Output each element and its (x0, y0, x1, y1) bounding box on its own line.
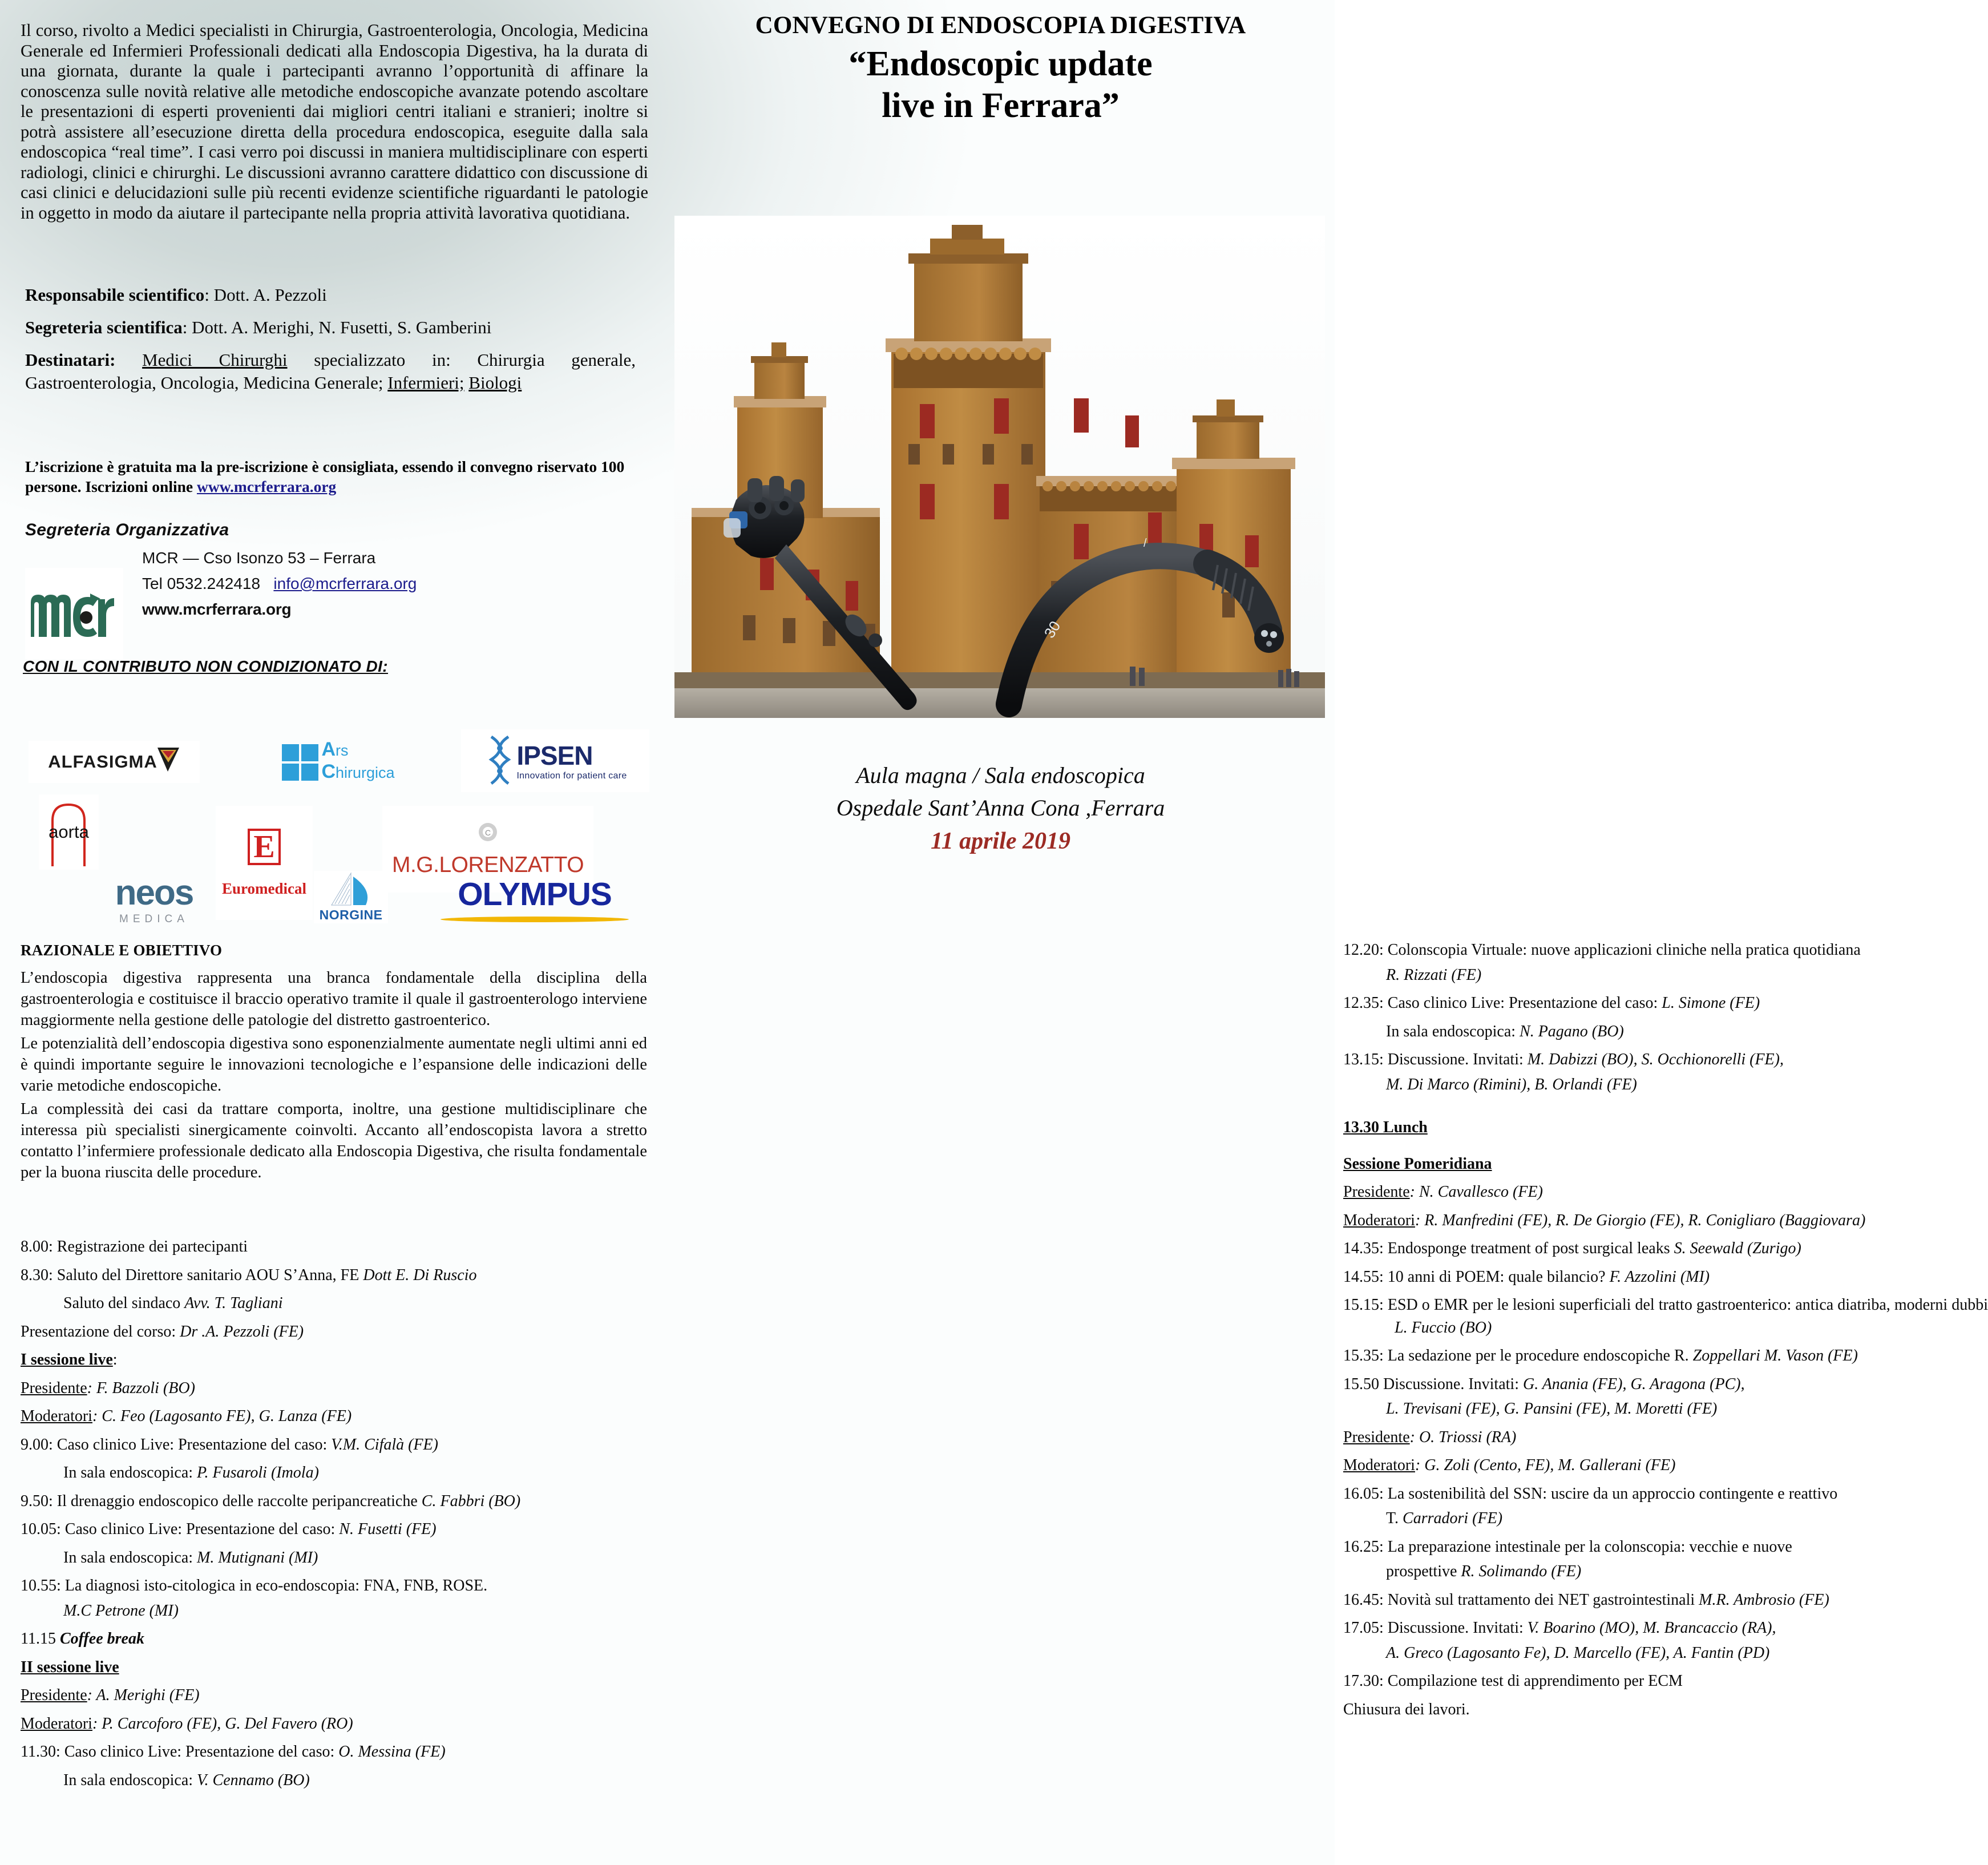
destinatari-row (25, 349, 636, 394)
responsabile-row (25, 284, 653, 306)
moderators-value: : R. Manfredini (FE), R. De Giorgio (FE), R. Conigliaro (Baggiovara) (1415, 1211, 1866, 1229)
programme-item-speaker: Avv. T. Tagliani (184, 1294, 283, 1312)
destinatari-medici: Medici Chirurghi (142, 350, 288, 370)
programme-item (21, 1600, 648, 1622)
chair-label: Presidente (1343, 1428, 1410, 1446)
responsabile-value: : Dott. A. Pezzoli (204, 285, 327, 305)
sponsor-label-norgine: NORGINE (319, 907, 383, 922)
svg-text:30: 30 (1040, 617, 1064, 641)
programme-item-text: In sala endoscopica: (1386, 1022, 1520, 1040)
programme-item (21, 1321, 648, 1343)
programme-afternoon (1343, 939, 1988, 1726)
programme-item-speaker: L. Fuccio (BO) (1395, 1318, 1492, 1337)
programme-item (1343, 1642, 1988, 1665)
ipsen-helix-icon (483, 733, 516, 788)
programme-item-speaker: N. Pagano (BO) (1520, 1022, 1624, 1040)
programme-item-speaker: C. Fabbri (BO) (421, 1492, 521, 1510)
moderators-value: : P. Carcoforo (FE), G. Del Favero (RO) (92, 1714, 353, 1733)
programme-item (1343, 1048, 1988, 1071)
registration-link[interactable]: www.mcrferrara.org (196, 478, 337, 495)
programme-item-text: 11.15 (21, 1630, 60, 1648)
programme-item: 16.25: La preparazione intestinale per la colonscopia: vecchie e nuove (1343, 1537, 1792, 1556)
secretariat-address: MCR — Cso Isonzo 53 – Ferrara (142, 549, 376, 567)
sponsor-logo-euromedical (216, 806, 313, 920)
segreteria-row (25, 316, 653, 339)
programme-item-speaker: M.R. Ambrosio (FE) (1699, 1591, 1829, 1609)
secretariat-body (25, 545, 624, 622)
programme-item (21, 1769, 648, 1792)
programme-item (1343, 992, 1988, 1015)
programme-item (1343, 964, 1988, 987)
programme-item: 16.05: La sostenibilità del SSN: uscire da un approccio contingente e reattivo (1343, 1484, 1838, 1503)
lunch-label: 13.30 Lunch (1343, 1119, 1428, 1136)
lorenzatto-mark-icon (476, 821, 499, 843)
destinatari-biologi: Biologi (468, 373, 522, 393)
programme-item-speaker: M. Di Marco (Rimini), B. Orlandi (FE) (1386, 1075, 1637, 1093)
lunch-heading (1343, 1116, 1988, 1139)
session-heading (21, 1656, 648, 1679)
secretariat-email-link[interactable]: info@mcrferrara.org (273, 575, 417, 592)
programme-item: 17.30: Compilazione test di apprendimento per ECM (1343, 1672, 1683, 1690)
sponsor-logo-ipsen (461, 729, 649, 792)
page-title-line2: live in Ferrara” (882, 86, 1120, 125)
programme-item-speaker: M.C Petrone (MI) (63, 1601, 179, 1620)
programme-item-speaker: L. Simone (FE) (1662, 994, 1760, 1012)
programme-item-speaker: M. Dabizzi (BO), S. Occhionorelli (FE), (1527, 1051, 1784, 1068)
rationale-paragraph-3: La complessità dei casi da trattare comporta, inoltre, una gestione multidisciplinare che interessa più specialisti sinergicamente coinvolti. Accanto all’endoscopista lavora a stretto contatto l’infermiere professionale dedicato alla Endoscopia Digestiva, che risulta fondamentale per la buona riuscita delle procedure. (21, 1100, 647, 1181)
session-heading-colon: : (112, 1351, 118, 1369)
programme-item (1343, 1589, 1988, 1612)
programme-item (21, 1518, 648, 1541)
moderators-row (1343, 1454, 1988, 1477)
programme-item (21, 1462, 648, 1484)
euromedical-mark-icon: E (248, 829, 280, 865)
page-title-line1: “Endoscopic update (848, 45, 1153, 83)
segreteria-label: Segreteria scientifica (25, 317, 183, 337)
programme-item-speaker: F. Azzolini (MI) (1609, 1267, 1710, 1286)
venue-block (666, 759, 1335, 858)
chair-label: Presidente (1343, 1183, 1410, 1201)
programme-item (1343, 1345, 1988, 1367)
session-heading (21, 1349, 648, 1371)
rationale-body (21, 967, 647, 1185)
programme-item-text: 15.15: ESD o EMR per le lesioni superficiali del tratto gastroenterico: antica diatriba, moderni dubbi (1343, 1296, 1988, 1314)
chair-label: Presidente (21, 1379, 87, 1397)
programme-item-speaker: Dr .A. Pezzoli (FE) (180, 1322, 304, 1341)
sponsor-logo-grid (17, 708, 656, 925)
programme-item (1343, 1617, 1988, 1640)
secretariat-block (25, 520, 624, 622)
programme-item: 12.20: Colonscopia Virtuale: nuove applicazioni cliniche nella pratica quotidiana (1343, 941, 1861, 959)
moderators-value: : G. Zoli (Cento, FE), M. Gallerani (FE) (1415, 1456, 1676, 1474)
chair-row (21, 1377, 648, 1400)
programme-item: 10.55: La diagnosi isto-citologica in eco-endoscopia: FNA, FNB, ROSE. (21, 1577, 488, 1594)
programme-item (21, 1741, 648, 1763)
left-column (0, 0, 666, 1865)
moderators-label: Moderatori (1343, 1211, 1415, 1229)
credits-block (25, 284, 653, 404)
sponsor-label-olympus: OLYMPUS (458, 876, 612, 913)
programme-item (21, 1434, 648, 1456)
ipsen-tagline: Innovation for patient care (516, 771, 627, 781)
programme-item (1343, 1073, 1988, 1096)
sponsor-logo-aorta (39, 794, 99, 870)
sponsor-logo-norgine (314, 871, 388, 923)
programme-item (21, 1628, 648, 1650)
chair-value: : F. Bazzoli (BO) (87, 1379, 195, 1397)
programme-morning (21, 1236, 648, 1797)
moderators-value: : C. Feo (Lagosanto FE), G. Lanza (FE) (92, 1407, 352, 1425)
rationale-paragraph-1: L’endoscopia digestiva rappresenta una branca fondamentale della disciplina della gastroenterologia e costituisce il braccio operativo tramite il quale il gastroenterologo interviene maggiormente nella gestione delle patologie del distretto gastroenterico. (21, 969, 647, 1029)
chair-value: : O. Triossi (RA) (1409, 1428, 1517, 1446)
norgine-sail-icon (324, 872, 378, 907)
sponsor-logo-olympus (423, 874, 646, 923)
event-date: 11 aprile 2019 (930, 828, 1070, 854)
programme-item-text: prospettive (1386, 1563, 1461, 1580)
sponsor-logo-ars-chirurgica (256, 728, 421, 797)
programme-item-text: 11.30: Caso clinico Live: Presentazione del caso: (21, 1743, 339, 1761)
programme-item-speaker: M. Mutignani (MI) (197, 1548, 318, 1567)
programme-item-speaker: Carradori (FE) (1403, 1509, 1503, 1527)
sponsor-logo-alfasigma (29, 741, 200, 783)
programme-item-speaker: V. Cennamo (BO) (197, 1771, 310, 1789)
secretariat-title: Segreteria Organizzativa (25, 520, 229, 539)
sponsor-label-aorta: aorta (49, 822, 89, 842)
ars-line1-rest: rs (336, 742, 349, 759)
programme-item-speaker: R. Solimando (FE) (1461, 1563, 1582, 1580)
ars-line2-rest: hirurgica (336, 764, 395, 781)
moderators-label: Moderatori (1343, 1456, 1415, 1474)
chair-row (21, 1684, 648, 1707)
programme-item: 8.00: Registrazione dei partecipanti (21, 1238, 248, 1256)
mcr-logo-icon (25, 568, 123, 659)
segreteria-value: : Dott. A. Merighi, N. Fusetti, S. Gamberini (182, 317, 492, 337)
programme-item-text: 17.05: Discussione. Invitati: (1343, 1619, 1528, 1637)
coffee-break-label: Coffee break (59, 1630, 144, 1648)
session-heading-label: Sessione Pomeridiana (1343, 1154, 1492, 1173)
sponsor-label-ipsen: IPSEN (516, 741, 593, 770)
destinatari-label: Destinatari: (25, 350, 116, 370)
programme-item-speaker: N. Fusetti (FE) (339, 1520, 437, 1538)
chair-value: : N. Cavallesco (FE) (1409, 1183, 1543, 1201)
programme-item (1343, 1294, 1988, 1339)
programme-item-text: 8.30: Saluto del Direttore sanitario AOU S’Anna, FE (21, 1266, 363, 1284)
svg-text:C: C (484, 828, 491, 837)
programme-item-text: In sala endoscopica: (63, 1464, 197, 1481)
programme-item-text: Saluto del sindaco (63, 1294, 185, 1312)
programme-item-text: T. (1386, 1509, 1403, 1527)
sponsor-label-alfasigma: ALFASIGMA (48, 752, 157, 772)
programme-item-text: 14.55: 10 anni di POEM: quale bilancio? (1343, 1267, 1610, 1286)
spacer (1343, 1101, 1988, 1116)
moderators-row (21, 1405, 648, 1428)
contributors-heading: CON IL CONTRIBUTO NON CONDIZIONATO DI: (23, 657, 389, 675)
venue-line2: Ospedale Sant’Anna Cona ,Ferrara (836, 795, 1165, 821)
programme-item-text: 9.00: Caso clinico Live: Presentazione del caso: (21, 1435, 332, 1454)
programme-item-speaker: A. Greco (Lagosanto Fe), D. Marcello (FE), A. Fantin (PD) (1386, 1644, 1770, 1662)
chair-row (1343, 1181, 1988, 1204)
sponsor-logo-neos (86, 873, 223, 925)
moderators-row (21, 1713, 648, 1735)
castle-endoscope-photo (674, 216, 1325, 718)
programme-item (1343, 1020, 1988, 1043)
programme-item (21, 1292, 648, 1315)
registration-note (25, 457, 644, 496)
moderators-label: Moderatori (21, 1714, 92, 1733)
destinatari-infermieri: Infermieri; (387, 373, 464, 393)
spacer (1343, 1145, 1988, 1153)
programme-item-text: 13.15: Discussione. Invitati: (1343, 1051, 1528, 1068)
event-kicker: CONVEGNO DI ENDOSCOPIA DIGESTIVA (755, 12, 1246, 39)
programme-item-text: In sala endoscopica: (63, 1548, 197, 1567)
venue-line1: Aula magna / Sala endoscopica (856, 762, 1145, 788)
secretariat-contact-row (142, 571, 624, 596)
programme-item (21, 1547, 648, 1569)
programme-item (1343, 1398, 1988, 1420)
intro-paragraph: Il corso, rivolto a Medici specialisti in Chirurgia, Gastroenterologia, Oncologia, Medicina Generale ed Infermieri Professionali dedicati alla Endoscopia Digestiva, ha la durata di una giornata, durante la quale i partecipanti avranno l’opportunità di affinare la conoscenza sulle novità relative alle metodiche endoscopiche avanzate potendo ascoltare le presentazioni di esperti provenienti dai migliori centri italiani e stranieri; inoltre si potrà assistere all’esecuzione diretta della procedura endoscopica, eseguite dalla sala endoscopica “real time”. I casi verro poi discussi in maniera multidisciplinare con esperti radiologi, clinici e chirurghi. Le discussioni avranno carattere didattico con discussione di casi clinici e delucidazioni sulle più recenti evidenze scientifiche riguardanti le patologie in oggetto in modo da aiutare il partecipante nella propria attività lavorativa quotidiana. (21, 21, 648, 223)
programme-item-speaker: S. Seewald (Zurigo) (1674, 1240, 1801, 1257)
ars-line1-initial: A (321, 738, 336, 760)
programme-item-speaker: Zoppellari M. Vason (FE) (1692, 1347, 1858, 1365)
chair-label: Presidente (21, 1686, 87, 1704)
sponsor-label-mglorenzatto: M.G.LORENZATTO (391, 853, 584, 877)
programme-item-text: 9.50: Il drenaggio endoscopico delle raccolte peripancreatiche (21, 1492, 422, 1510)
session-heading-label: I sessione live (21, 1351, 113, 1369)
programme-item-speaker: L. Trevisani (FE), G. Pansini (FE), M. Moretti (FE) (1386, 1400, 1718, 1418)
ars-chirurgica-mark-icon (282, 744, 318, 781)
programme-item (1343, 1237, 1988, 1260)
programme-item-text: 12.35: Caso clinico Live: Presentazione del caso: (1343, 994, 1662, 1012)
programme-item-speaker: V. Boarino (MO), M. Brancaccio (RA), (1527, 1619, 1776, 1637)
programme-item-text: In sala endoscopica: (63, 1771, 197, 1789)
programme-item (21, 1264, 648, 1287)
ars-line2-initial: C (321, 761, 336, 782)
session-heading-label: II sessione live (21, 1658, 119, 1676)
secretariat-website: www.mcrferrara.org (142, 600, 292, 618)
closing-note: Chiusura dei lavori. (1343, 1700, 1470, 1718)
registration-text: L’iscrizione è gratuita ma la pre-iscrizione è consigliata, essendo il convegno riservato 100 persone. Iscrizioni online (25, 458, 625, 495)
right-column (666, 0, 1988, 1865)
sponsor-label-euromedical: Euromedical (222, 879, 306, 897)
responsabile-label: Responsabile scientifico (25, 285, 205, 305)
page-title (666, 43, 1335, 127)
olympus-underline-icon (441, 917, 629, 922)
programme-item (1343, 1266, 1988, 1289)
programme-item (1343, 1560, 1988, 1583)
programme-item-text: Presentazione del corso: (21, 1322, 180, 1341)
chair-row (1343, 1426, 1988, 1449)
programme-item-speaker: V.M. Cifalà (FE) (331, 1435, 438, 1454)
programme-item-text: 15.50 Discussione. Invitati: (1343, 1375, 1523, 1393)
svg-text:/: / (1143, 537, 1147, 550)
programme-item-text: 16.45: Novità sul trattamento dei NET gastrointestinali (1343, 1591, 1699, 1609)
programme-item-speaker: P. Fusaroli (Imola) (197, 1464, 319, 1481)
session-heading (1343, 1153, 1988, 1176)
moderators-row (1343, 1209, 1988, 1232)
destinatari-middle: specializzato in: Chirurgia generale, Gastroenterologia, Oncologia, Medicina Generale; (25, 350, 636, 393)
programme-item-speaker: G. Anania (FE), G. Aragona (PC), (1522, 1375, 1745, 1393)
secretariat-phone: Tel 0532.242418 (142, 575, 261, 592)
programme-item-speaker: O. Messina (FE) (338, 1743, 446, 1761)
neos-sublabel: MEDICA (119, 913, 189, 925)
sponsor-label-neos: neos (115, 873, 193, 913)
rationale-title: RAZIONALE E OBIETTIVO (21, 942, 223, 959)
programme-item-speaker: Dott E. Di Ruscio (363, 1266, 477, 1284)
programme-item-text: 14.35: Endosponge treatment of post surgical leaks (1343, 1240, 1674, 1257)
programme-item-text: 15.35: La sedazione per le procedure endoscopiche R. (1343, 1347, 1693, 1365)
programme-item-text: 10.05: Caso clinico Live: Presentazione del caso: (21, 1520, 340, 1538)
programme-item (1343, 1507, 1988, 1530)
rationale-paragraph-2: Le potenzialità dell’endoscopia digestiva sono esponenzialmente aumentate negli ultimi anni ed è quindi importante seguire le innovazioni tecnologiche e l’espansione delle indicazioni delle varie metodiche endoscopiche. (21, 1035, 647, 1095)
programme-item (1343, 1373, 1988, 1396)
programme-item (21, 1490, 648, 1513)
chair-value: : A. Merighi (FE) (87, 1686, 200, 1704)
moderators-label: Moderatori (21, 1407, 92, 1425)
programme-item-speaker: R. Rizzati (FE) (1386, 966, 1482, 984)
